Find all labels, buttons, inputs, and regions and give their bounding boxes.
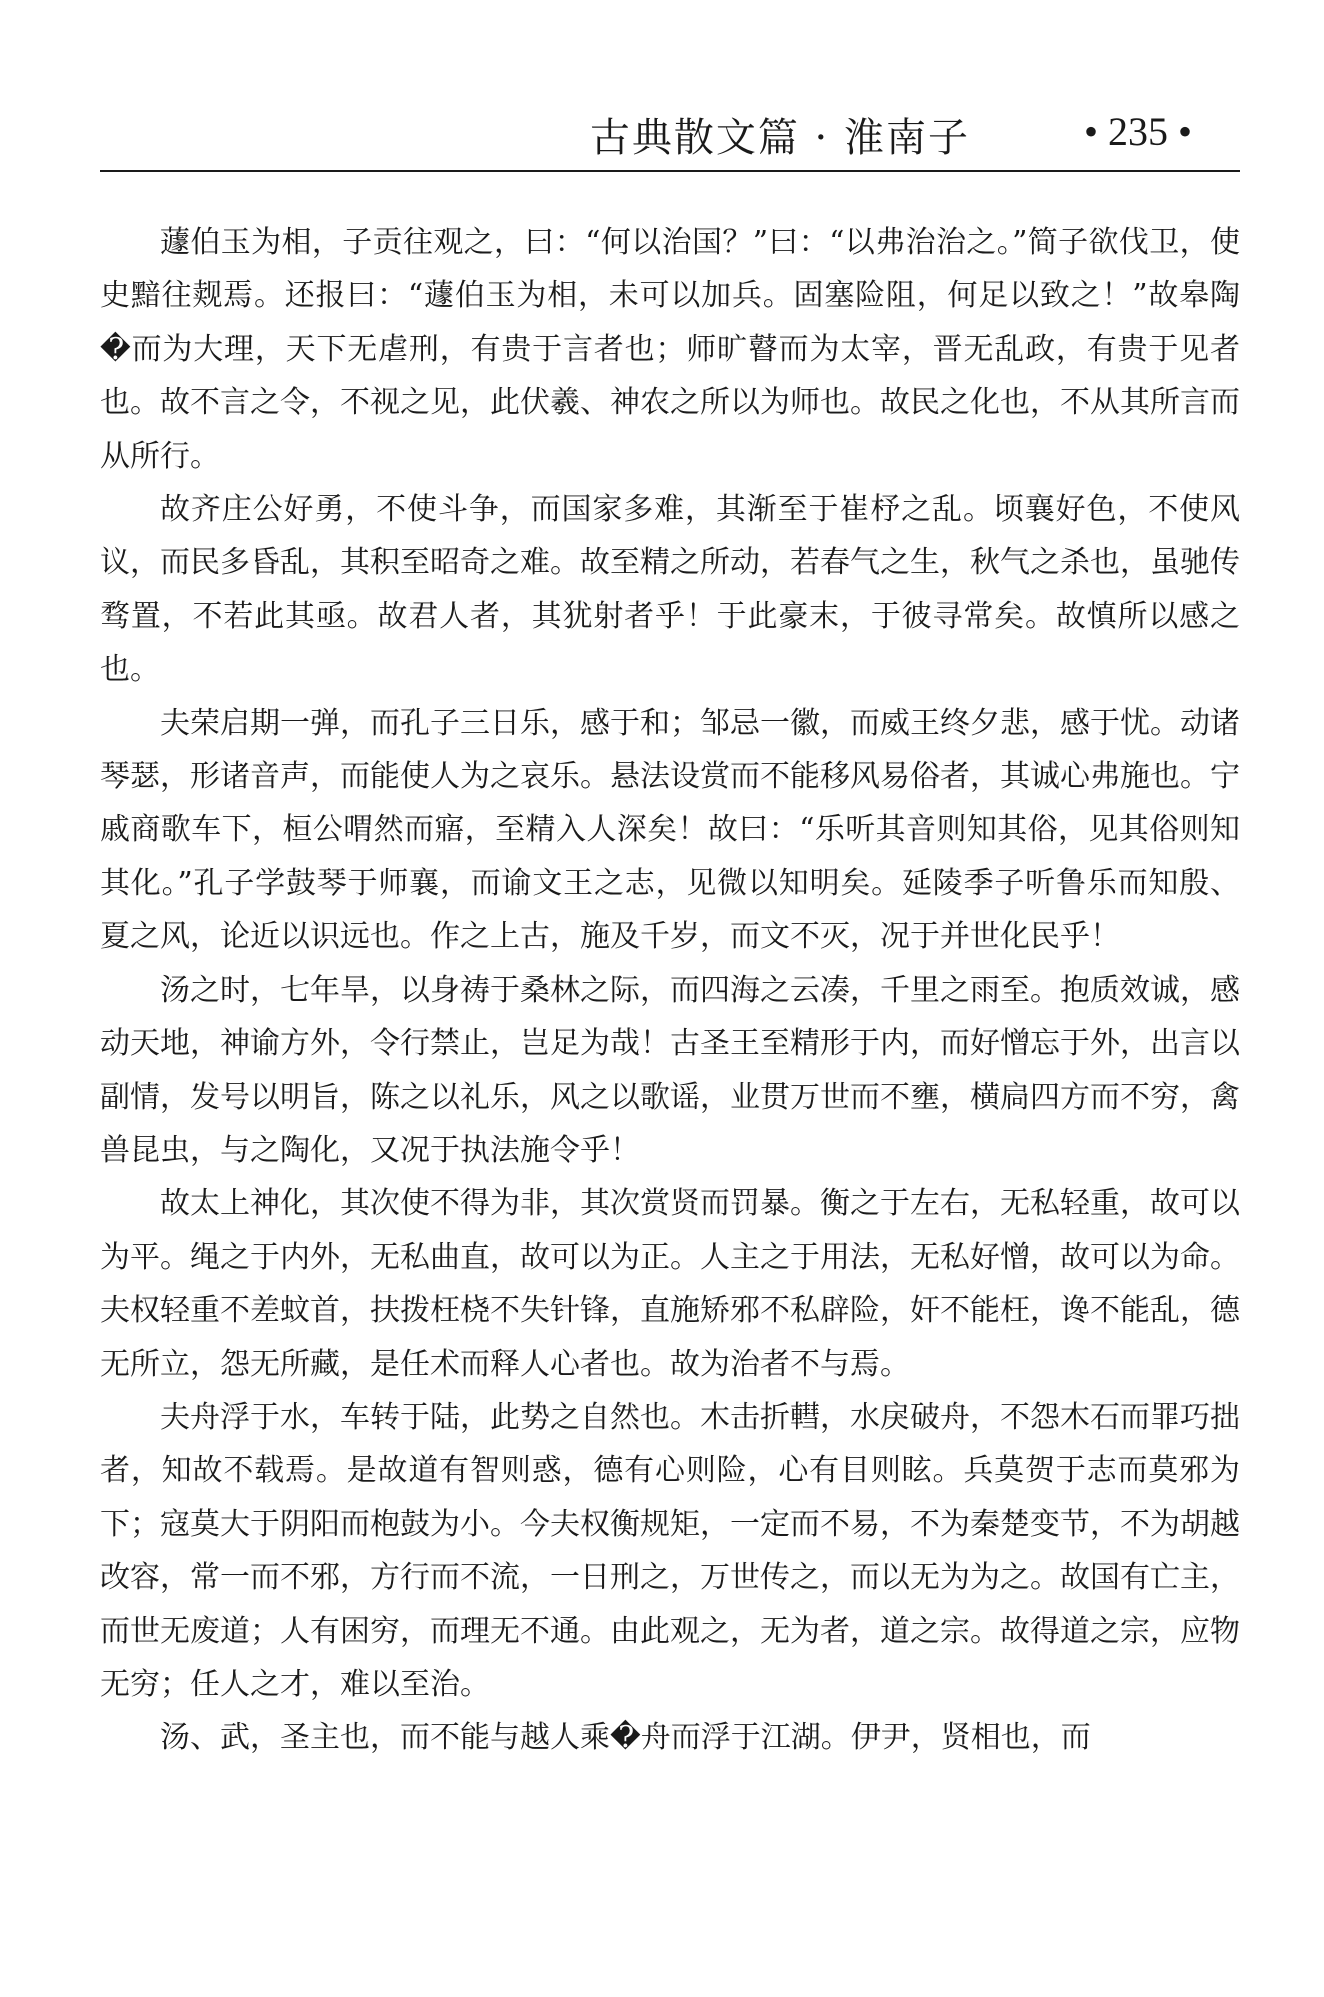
paragraph-qi-zhuanggong: 故齐庄公好勇，不使斗争，而国家多难，其渐至于崔杼之乱。顷襄好色，不使风议，而民多昏乱，其积至昭奇之难。故至精之所动，若春气之生，秋气之杀也，虽驰传骛置，不若此其亟。故君人者，其犹射者乎！于此豪末，于彼寻常矣。故慎所以感之也。 (100, 492, 1240, 688)
header-rule (100, 170, 1240, 172)
paragraph-qu-boyu: 蘧伯玉为相，子贡往观之，曰：“何以治国？”曰：“以弗治治之。”简子欲伐卫，使史黯往觌焉。还报曰：“蘧伯玉为相，未可以加兵。固塞险阻，何足以致之！”故皋陶�而为大理，天下无虐刑，有贵于言者也；师旷瞽而为太宰，晋无乱政，有贵于见者也。故不言之令，不视之见，此伏羲、神农之所以为师也。故民之化也，不从其所言而从所行。 (100, 225, 1240, 474)
page-number: • 235 • (1083, 109, 1192, 154)
body-text (100, 216, 1240, 1765)
paragraph-tang-drought: 汤之时，七年旱，以身祷于桑林之际，而四海之云凑，千里之雨至。抱质效诚，感动天地，神谕方外，令行禁止，岂足为哉！古圣王至精形于内，而好憎忘于外，出言以副情，发号以明旨，陈之以礼乐，风之以歌谣，业贯万世而不壅，横扃四方而不穷，禽兽昆虫，与之陶化，又况于执法施令乎！ (100, 972, 1240, 1168)
paragraph-rong-qiqi: 夫荣启期一弹，而孔子三日乐，感于和；邹忌一徽，而威王终夕悲，感于忧。动诸琴瑟，形诸音声，而能使人为之哀乐。悬法设赏而不能移风易俗者，其诚心弗施也。宁戚商歌车下，桓公喟然而寤，至精入人深矣！故曰：“乐听其音则知其俗，见其俗则知其化。”孔子学鼓琴于师襄，而谕文王之志，见微以知明矣。延陵季子听鲁乐而知殷、夏之风，论近以识远也。作之上古，施及千岁，而文不灭，况于并世化民乎！ (100, 705, 1240, 955)
running-head (100, 104, 1240, 166)
header-title: 古典散文篇 · 淮南子 (589, 115, 970, 161)
paragraph-taishang-shenhua: 故太上神化，其次使不得为非，其次赏贤而罚暴。衡之于左右，无私轻重，故可以为平。绳之于内外，无私曲直，故可以为正。人主之于用法，无私好憎，故可以为命。夫权轻重不差蚊首，扶拨枉桡不失针锋，直施矫邪不私辟险，奸不能枉，谗不能乱，德无所立，怨无所藏，是任术而释人心者也。故为治者不与焉。 (100, 1186, 1240, 1382)
paragraph-tang-wu: 汤、武，圣主也，而不能与越人乘�舟而浮于江湖。伊尹，贤相也，而 (160, 1720, 1091, 1756)
paragraph-boat-on-water: 夫舟浮于水，车转于陆，此势之自然也。木击折轊，水戾破舟，不怨木石而罪巧拙者，知故不载焉。是故道有智则惑，德有心则险，心有目则眩。兵莫贺于志而莫邪为下；寇莫大于阴阳而枹鼓为小。今夫权衡规矩，一定而不易，不为秦楚变节，不为胡越改容，常一而不邪，方行而不流，一日刑之，万世传之，而以无为为之。故国有亡主，而世无废道；人有困穷，而理无不通。由此观之，无为者，道之宗。故得道之宗，应物无穷；任人之才，难以至治。 (100, 1399, 1240, 1702)
